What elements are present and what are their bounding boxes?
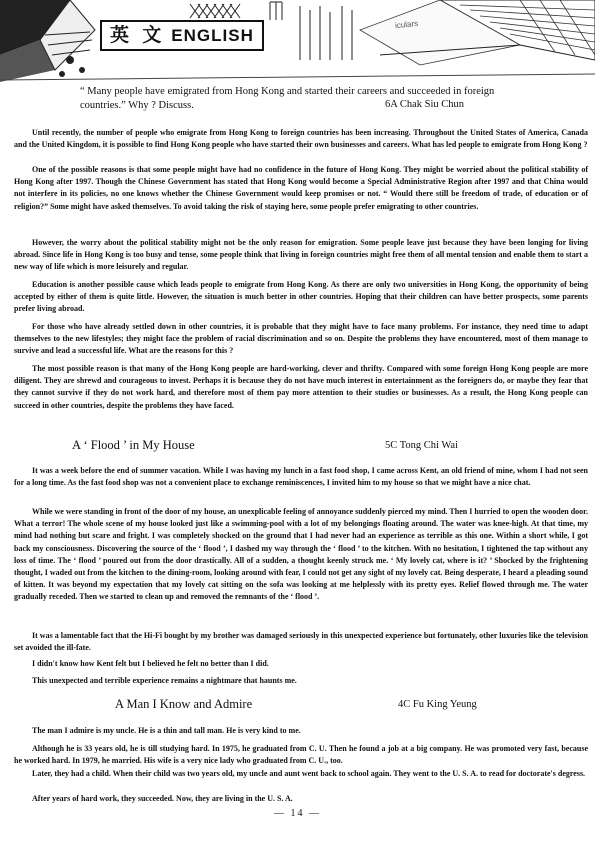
essay1-author: 6A Chak Siu Chun	[385, 99, 465, 110]
essay2-paragraph-4: I didn't know how Kent felt but I believed he felt no better than I did.	[32, 659, 269, 668]
essay1-paragraph-4: Education is another possible cause which leads people to emigrate from Hong Kong. As there are only two universities in Hong Kong, the opportunity of being accepted by either of them is quite little. However, the situation is much better in other countries. Hoping that their children can have better prospects, some parents prefer living abroad.	[14, 280, 588, 314]
section-title-cjk: 英 文	[110, 25, 166, 46]
essay2-author: 5C Tong Chi Wai	[385, 440, 458, 451]
essay1-paragraph-2: One of the possible reasons is that some people might have had no confidence in the future of Hong Kong. They might be worried about the political stability of Hong Kong after 1997. Though the Chinese Government has stated that Hong Kong would become a Special Administrative Region after 1997 and that China would not interfere in its policies, no one knows whether the Chinese Government would keep promises or not. “ Would there still be freedom of trade, of education or of religion?” Some might have asked themselves. To avoid taking the risk of staying here, some people prefer emigrating to other countries.	[14, 165, 588, 211]
essay3-title: A Man I Know and Admire	[115, 697, 253, 711]
essay1-title: “ Many people have emigrated from Hong Kong and started their careers and succeeded in foreign countries.” Why ? Discuss.	[80, 86, 495, 111]
essay3-paragraph-2: Although he is 33 years old, he is till studying hard. In 1975, he graduated from C. U. Then he found a job at a big company. He was promoted very fast, because he worked hard. In 1979, he married. His wife is a very nice lady who graduated from C. U., too.	[14, 744, 588, 766]
essay3-paragraph-1: The man I admire is my uncle. He is a thin and tall man. He is very kind to me.	[32, 726, 301, 735]
page-number: — 14 —	[274, 808, 321, 819]
essay1-paragraph-1: Until recently, the number of people who emigrate from Hong Kong to foreign countries has been increasing. Throughout the United States of America, Canada and the United Kingdom, it is possible to find Hong Kong people who have started their own businesses and careers. What has led people to emigrate from Hong Kong ?	[14, 128, 588, 150]
essay1-paragraph-5: For those who have already settled down in other countries, it is probable that they might have to face many problems. For instance, they need time to adapt themselves to the new lifestyles; they might face the problem of racial discrimination and so on. Despite the problems they have encountered, most of them manage to survive and lead a successful life. What are the reasons for this ?	[14, 322, 588, 356]
essay3-paragraph-3: Later, they had a child. When their child was two years old, my uncle and aunt went back to school again. They went to the U. S. A. to read for doctorate's degress.	[32, 769, 586, 778]
essay2-title: A ‘ Flood ’ in My House	[72, 438, 195, 452]
essay2-paragraph-3: It was a lamentable fact that the Hi-Fi bought by my brother was damaged seriously in this unexpected experience but fortunately, other luxuries like the television set avoided the ill-fate.	[14, 631, 588, 653]
essay1-paragraph-3: However, the worry about the political stability might not be the only reason for emigration. Some people leave just because they have been longing for living abroad. Since life in Hong Kong is too busy and tense, some people think that living in foreign countries might free them of all mental tension and enable them to start a new way of life which is more leisurely and regular.	[14, 238, 588, 272]
essay2-paragraph-1: It was a week before the end of summer vacation. While I was having my lunch in a fast food shop, I came across Kent, an old friend of mine, whom I had not seen for a long time. As the fast food shop was not a convenient place to exchange reminiscences, I invited him to my house so that we might have a nice chat.	[14, 466, 588, 488]
section-title-english: ENGLISH	[171, 26, 254, 45]
banner-decorative-text: iculars	[394, 18, 419, 31]
essay3-paragraph-4: After years of hard work, they succeeded. Now, they are living in the U. S. A.	[32, 794, 293, 803]
essay1-paragraph-6: The most possible reason is that many of the Hong Kong people are hard-working, clever and thrifty. Compared with some foreign Hong Kong people are more diligent. They are shrewd and courageous to invest. Perhaps it is because they do not have much interest in entertainment as the foreigners do, or maybe they fear that they cannot survive if they do not work hard, and therefore most of them pay more attention to their studies or businesses. As a result, the Hong Kong people can succeed in other countries, despite the problems they have faced.	[14, 364, 588, 410]
essay2-paragraph-5: This unexpected and terrible experience remains a nightmare that haunts me.	[32, 676, 297, 685]
essay3-author: 4C Fu King Yeung	[398, 699, 477, 710]
essay2-paragraph-2: While we were standing in front of the door of my house, an unexplicable feeling of annoyance suddenly pierced my mind. Then I hurried to open the wooden door. What a terror! The whole scene of my house looked just like a swimming-pool with a lot of my belongings floating around. The water was knee-high. At that time, my mind had nothing but scare and fright. I was completely shocked on the ground that I had never had an experience as terrible as this one. Within a short while, I got back my consciousness. Discovering the source of the ‘ flood ’, I dashed my way through the ‘ flood ’ to the kitchen. With no hesitation, I tightened the tap without any loss of time. The ‘ flood ’ poured out from the door drastically. All of a sudden, a thought keenly struck me. ‘ My lovely cat, where is it? ’ Shocked by the frightening thought, I waded out from the kitchen to the dining-room, looking around with fear, I could not get any sight of my lovely cat. Being desperate, I heard a pleading sound of kitten. It was beyond my expectation that my lovely cat sitting on the sofa was looking at me helplessly with its pretty eyes. Relief flowed through me. The water gradually receded. Then we started to clean up and removed the remnants of the ‘ flood ’.	[14, 507, 588, 602]
